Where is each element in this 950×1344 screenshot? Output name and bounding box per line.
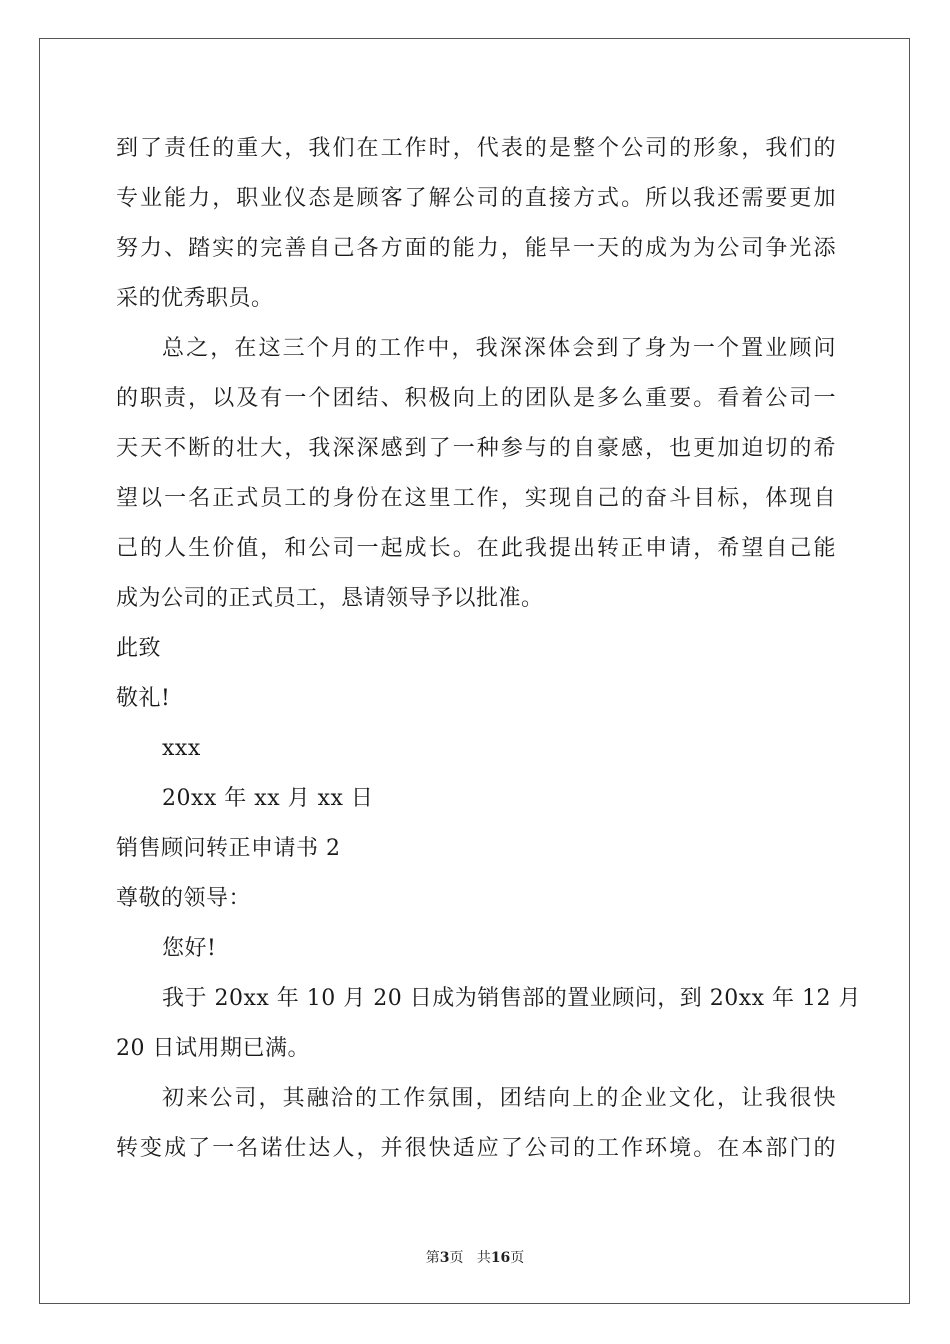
paragraph-line: 己的人生价值，和公司一起成长。在此我提出转正申请，希望自己能 bbox=[116, 536, 836, 561]
page-current: 3 bbox=[439, 1250, 450, 1266]
paragraph-line: 成为公司的正式员工，恳请领导予以批准。 bbox=[116, 586, 544, 611]
paragraph-line: 采的优秀职员。 bbox=[116, 286, 274, 311]
closing-regards: 敬礼! bbox=[116, 686, 171, 711]
paragraph-line: 到了责任的重大，我们在工作时，代表的是整个公司的形象，我们的 bbox=[116, 136, 836, 161]
paragraph-line: 总之，在这三个月的工作中，我深深体会到了身为一个置业顾问 bbox=[162, 336, 836, 361]
paragraph-line: 专业能力，职业仪态是顾客了解公司的直接方式。所以我还需要更加 bbox=[116, 186, 836, 211]
document-body bbox=[116, 124, 862, 1174]
signature-date: 20xx 年 xx 月 xx 日 bbox=[162, 786, 374, 811]
paragraph-line: 我于 20xx 年 10 月 20 日成为销售部的置业顾问，到 20xx 年 12 月 bbox=[162, 986, 862, 1011]
signature-name: xxx bbox=[162, 736, 201, 761]
closing-salutation: 此致 bbox=[116, 636, 162, 661]
page-label-suffix: 页 bbox=[449, 1250, 464, 1266]
paragraph-line: 的职责，以及有一个团结、积极向上的团队是多么重要。看着公司一 bbox=[116, 386, 836, 411]
page-footer bbox=[0, 1247, 950, 1267]
section-title: 销售顾问转正申请书 2 bbox=[116, 836, 341, 861]
total-label-prefix: 共 bbox=[476, 1250, 491, 1266]
page-total: 16 bbox=[490, 1250, 511, 1266]
paragraph-line: 天天不断的壮大，我深深感到了一种参与的自豪感，也更加迫切的希 bbox=[116, 436, 836, 461]
paragraph-line: 努力、踏实的完善自己各方面的能力，能早一天的成为为公司争光添 bbox=[116, 236, 836, 261]
paragraph-line: 转变成了一名诺仕达人，并很快适应了公司的工作环境。在本部门的 bbox=[116, 1136, 836, 1161]
paragraph-line: 望以一名正式员工的身份在这里工作，实现自己的奋斗目标，体现自 bbox=[116, 486, 836, 511]
page-label-prefix: 第 bbox=[425, 1250, 440, 1266]
greeting: 尊敬的领导： bbox=[116, 886, 252, 911]
paragraph-line: 初来公司，其融洽的工作氛围，团结向上的企业文化，让我很快 bbox=[162, 1086, 836, 1111]
total-label-suffix: 页 bbox=[510, 1250, 525, 1266]
paragraph-line: 20 日试用期已满。 bbox=[116, 1036, 310, 1061]
greeting-hello: 您好! bbox=[162, 936, 217, 961]
